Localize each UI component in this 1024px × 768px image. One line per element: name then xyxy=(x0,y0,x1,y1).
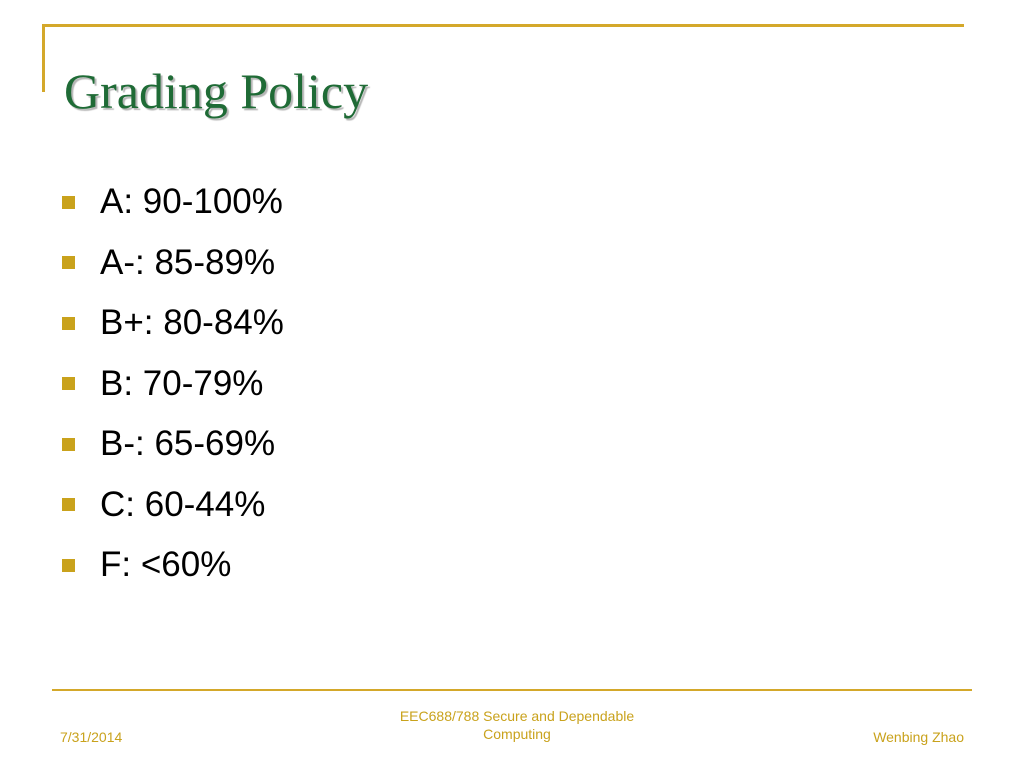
list-item xyxy=(62,414,284,475)
square-bullet-icon xyxy=(62,317,75,330)
square-bullet-icon xyxy=(62,196,75,209)
list-item xyxy=(62,475,284,536)
square-bullet-icon xyxy=(62,559,75,572)
footer-date: 7/31/2014 xyxy=(60,729,123,745)
grade-text: F: <60% xyxy=(100,545,232,585)
square-bullet-icon xyxy=(62,256,75,269)
grade-text: B+: 80-84% xyxy=(100,303,284,343)
footer-course-line-1: EEC688/788 Secure and Dependable xyxy=(399,708,635,724)
list-item xyxy=(62,172,284,233)
list-item xyxy=(62,354,284,415)
square-bullet-icon xyxy=(62,438,75,451)
list-item xyxy=(62,233,284,294)
frame-left-line xyxy=(42,24,45,92)
grade-list xyxy=(62,172,284,596)
grade-text: B-: 65-69% xyxy=(100,424,276,464)
grade-text: A-: 85-89% xyxy=(100,242,276,282)
footer-course-line-2: Computing xyxy=(483,726,551,743)
grade-text: C: 60-44% xyxy=(100,484,266,524)
square-bullet-icon xyxy=(62,498,75,511)
list-item xyxy=(62,293,284,354)
frame-top-line xyxy=(42,24,964,27)
list-item xyxy=(62,535,284,596)
footer-author: Wenbing Zhao xyxy=(873,729,964,745)
square-bullet-icon xyxy=(62,377,75,390)
grade-text: A: 90-100% xyxy=(100,182,283,222)
slide-title: Grading Policy xyxy=(64,63,369,119)
grade-text: B: 70-79% xyxy=(100,363,264,403)
footer-divider xyxy=(52,689,972,691)
footer-course-title xyxy=(352,707,682,743)
